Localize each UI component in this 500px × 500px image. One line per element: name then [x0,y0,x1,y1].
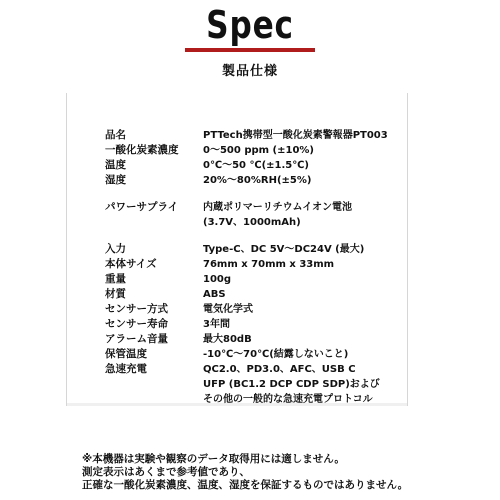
spec-label: 保管温度 [105,348,147,360]
spec-label: 本体サイズ [105,258,157,270]
spec-label: アラーム音量 [105,333,168,345]
spec-value: -10℃～70℃(結露しないこと) [203,349,349,360]
spec-label: 湿度 [105,174,126,186]
spec-value: その他の一般的な急速充電プロトコル [203,394,373,405]
spec-row-body-size [105,257,405,272]
spec-panel [66,93,408,406]
spec-value: 3年間 [203,319,230,330]
spec-row-storage-temperature [105,347,405,362]
spec-table [105,128,405,407]
spec-value: 最大80dB [203,334,252,345]
spec-row-sensor-life [105,317,405,332]
spec-row-alarm-volume [105,332,405,347]
spec-label: 品名 [105,129,126,141]
title-underline [185,48,315,52]
disclaimer-line: ※本機器は実験や観察のデータ取得用には適しません。 [82,453,345,465]
disclaimer-notes [82,453,492,492]
spec-label: パワーサプライ [105,201,179,213]
spec-label: 材質 [105,288,126,300]
spec-value: PTTech携帯型一酸化炭素警報器PT003 [203,130,388,141]
spec-row-input [105,242,405,257]
spec-row-power-supply-cont [105,215,405,230]
spec-label-spacer [105,377,203,392]
page-title: Spec [206,3,294,47]
spec-value: 0～500 ppm (±10%) [203,145,314,156]
spec-label: センサー方式 [105,303,168,315]
disclaimer-line: 測定表示はあくまで参考値であり、 [82,466,250,478]
spec-row-humidity [105,173,405,188]
spec-row-weight [105,272,405,287]
spec-value: 100g [203,274,232,285]
spec-label: 重量 [105,273,126,285]
page-subtitle: 製品仕様 [221,64,278,79]
spec-value: QC2.0、PD3.0、AFC、USB C [203,364,356,375]
spec-row-fast-charging-cont-1 [105,377,405,392]
spec-row-sensor-type [105,302,405,317]
spec-row-product-name [105,128,405,143]
spec-value: UFP (BC1.2 DCP CDP SDP)および [203,379,380,390]
spec-label: 入力 [105,243,126,255]
spec-value: (3.7V、1000mAh) [203,217,301,228]
spec-value: 76mm x 70mm x 33mm [203,259,335,270]
spec-value: 0℃～50 ℃(±1.5℃) [203,160,309,171]
spec-value: Type-C、DC 5V～DC24V (最大) [203,244,365,255]
spec-label: 急速充電 [105,363,147,375]
spec-row-co-concentration [105,143,405,158]
disclaimer-line: 正確な一酸化炭素濃度、温度、湿度を保証するものではありません。 [82,479,409,491]
spec-value: 内蔵ポリマーリチウムイオン電池 [203,202,352,213]
spec-value: ABS [203,289,226,300]
spec-label: センサー寿命 [105,318,168,330]
spec-label-spacer [105,215,203,230]
spec-label: 温度 [105,159,126,171]
spec-value: 電気化学式 [203,304,253,315]
spec-row-fast-charging [105,362,405,377]
spec-row-material [105,287,405,302]
spec-row-temperature [105,158,405,173]
spec-label-spacer [105,392,203,407]
spec-row-power-supply [105,200,405,215]
spec-value: 20%～80%RH(±5%) [203,175,312,186]
spec-row-fast-charging-cont-2 [105,392,405,407]
spec-label: 一酸化炭素濃度 [105,144,179,156]
